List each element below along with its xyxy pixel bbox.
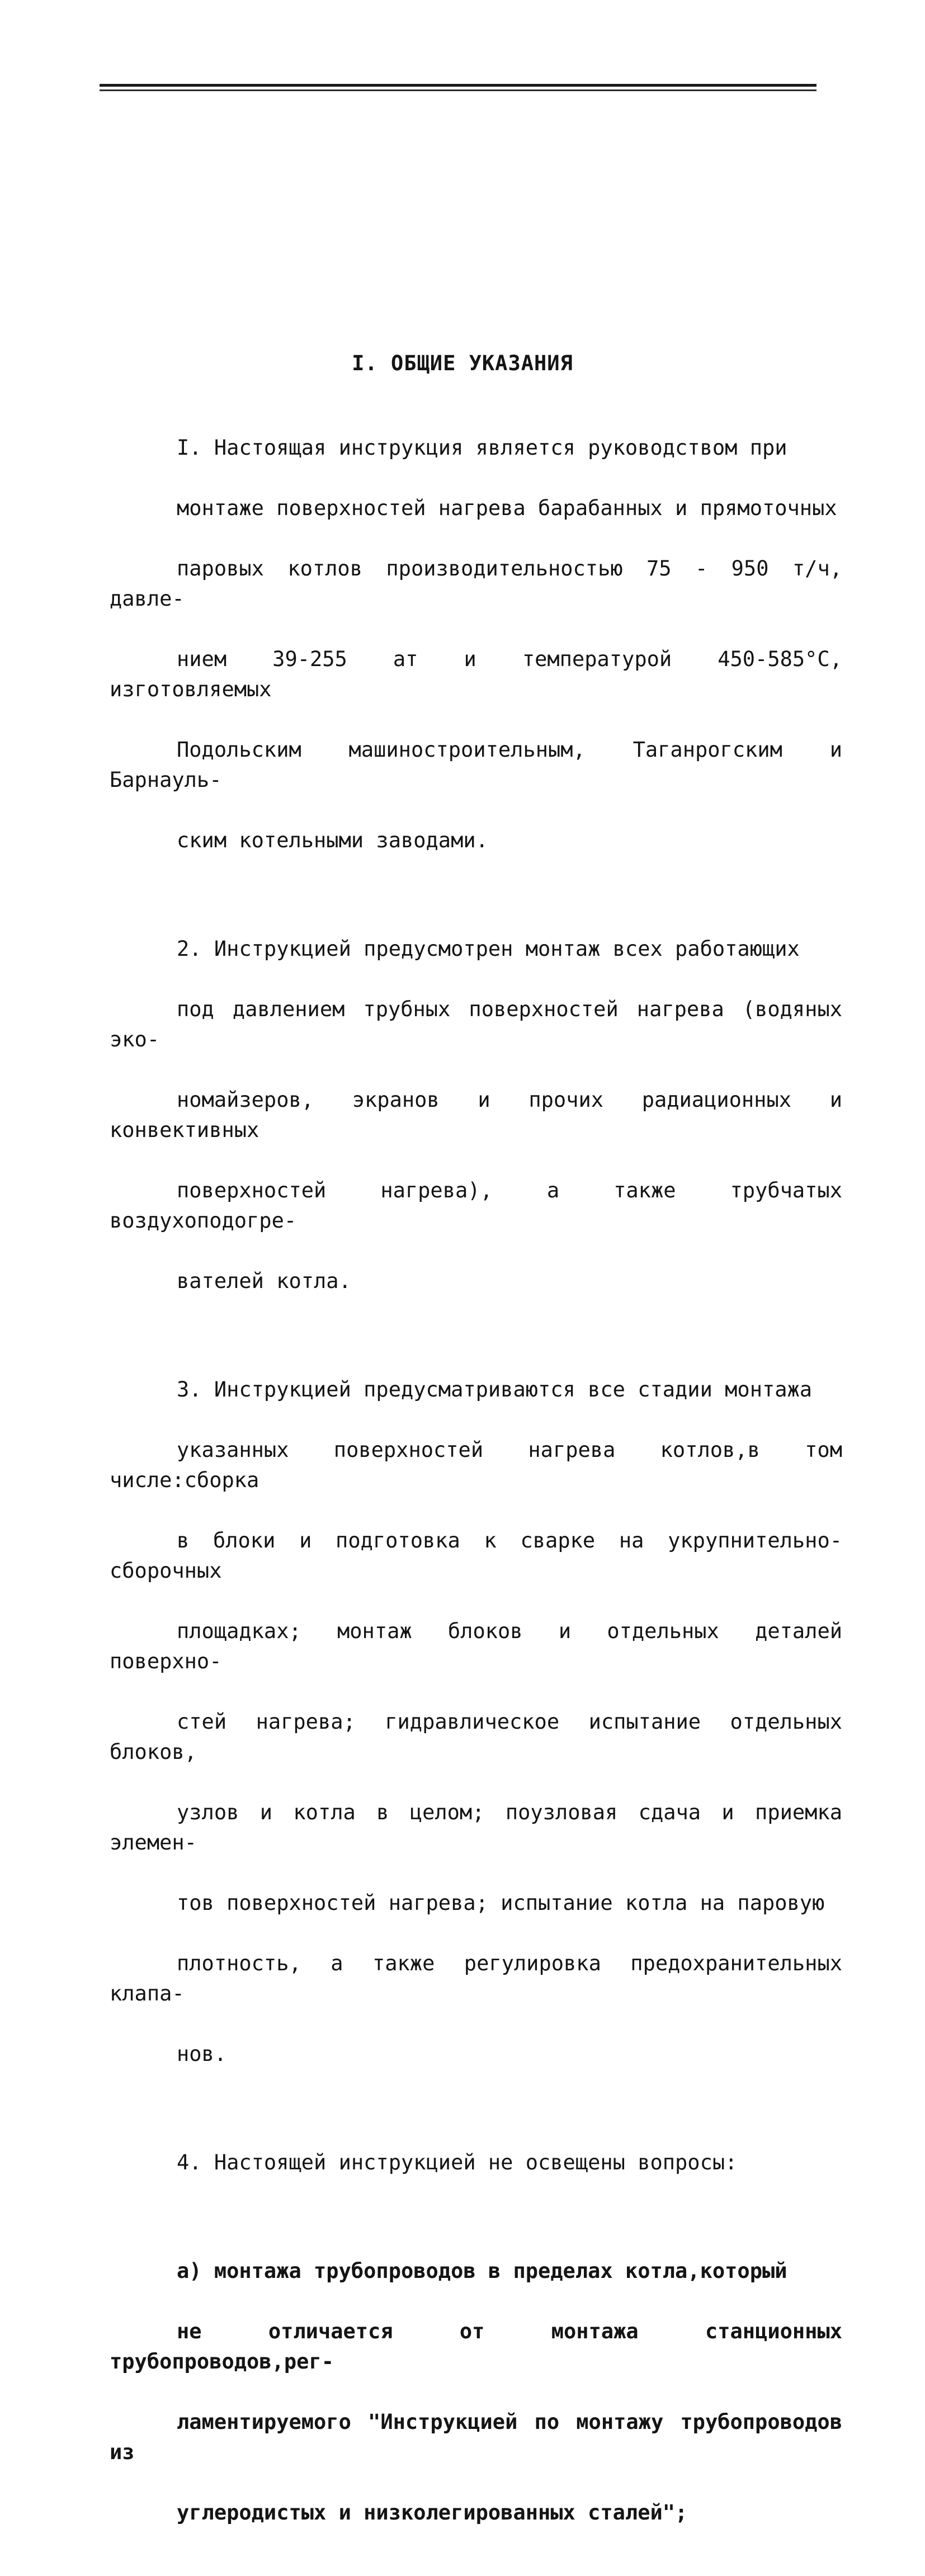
paragraph-line: I. Настоящая инструкция является руководством при [177,436,787,460]
paragraph-line: паровых котлов производительностью 75 - 950 т/ч, давле- [110,556,842,611]
paragraph-line: под давлением трубных поверхностей нагрева (водяных эко- [110,997,842,1051]
top-rule [100,84,817,94]
paragraph-line: плотность, а также регулировка предохранительных клапа- [110,1951,842,2006]
section-title: I. ОБЩИЕ УКАЗАНИЯ [352,351,573,375]
document-body [110,403,842,2576]
paragraph-4a [110,2226,842,2558]
paragraph-line: в блоки и подготовка к сварке на укрупнительно-сборочных [110,1528,842,1583]
paragraph-line: ским котельными заводами. [177,828,488,852]
paragraph-line: нов. [177,2042,227,2066]
paragraph-line: монтаже поверхностей нагрева барабанных и прямоточных [177,496,837,520]
paragraph-1 [110,403,842,886]
paragraph-line: ламентируемого "Инструкцией по монтажу трубопроводов из [110,2410,842,2464]
paragraph-2 [110,904,842,1327]
paragraph-line: стей нагрева; гидравлическое испытание отдельных блоков, [110,1710,842,1764]
paragraph-line: вателей котла. [177,1269,351,1293]
paragraph-line: узлов и котла в целом; поузловая сдача и приемка элемен- [110,1800,842,1855]
paragraph-line: площадках; монтаж блоков и отдельных деталей поверхно- [110,1619,842,1673]
paragraph-3 [110,1344,842,2100]
paragraph-line: номайзеров, экранов и прочих радиационных и конвективных [110,1088,842,1142]
paragraph-line: не отличается от монтажа станционных трубопроводов,рег- [110,2319,842,2374]
paragraph-line: а) монтажа трубопроводов в пределах котла,который [177,2259,787,2283]
paragraph-line: поверхностей нагрева), а также трубчатых воздухоподогре- [110,1178,842,1233]
paragraph-line: 2. Инструкцией предусмотрен монтаж всех работающих [177,937,800,961]
paragraph-line: нием 39-255 ат и температурой 450-585°С, изготовляемых [110,647,842,701]
paragraph-line: 3. Инструкцией предусматриваются все стадии монтажа [177,1377,813,1402]
paragraph-line: тов поверхностей нагрева; испытание котла на паровую [177,1891,825,1915]
top-rule-line [100,89,817,91]
paragraph-line: Подольским машиностроительным, Таганрогским и Барнауль- [110,738,842,792]
top-rule-line [100,84,817,87]
paragraph-line: углеродистых и низколегированных сталей"; [177,2500,688,2525]
paragraph-4 [110,2117,842,2208]
paragraph-line: 4. Настоящей инструкцией не освещены вопросы: [177,2150,738,2174]
paragraph-line: указанных поверхностей нагрева котлов,в том числе:сборка [110,1438,842,1492]
